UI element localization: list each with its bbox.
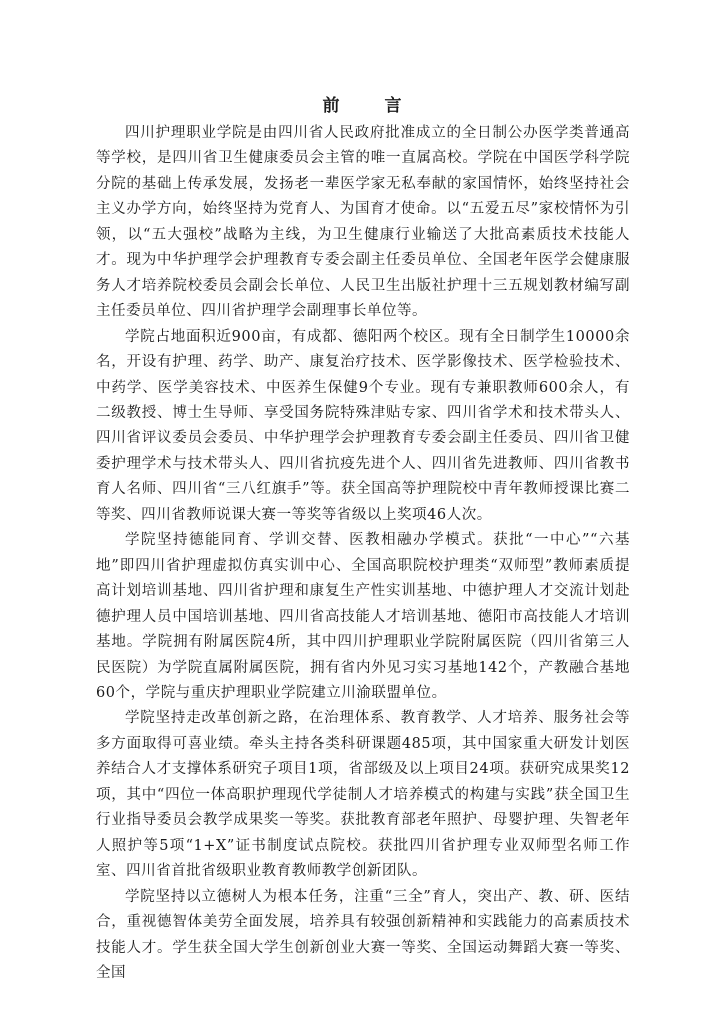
- page-title: 前 言: [322, 96, 416, 116]
- paragraph-education-goal: 学院坚持以立德树人为根本任务，注重“三全”育人，突出产、教、研、医结合，重视德智体美劳全面发展，培养具有较强创新精神和实践能力的高素质技术技能人才。学生获全国大学生创新创业大赛一等奖、全国运动舞蹈大赛一等奖、全国: [96, 888, 630, 981]
- paragraph-training-bases: 学院坚持德能同育、学训交替、医教相融办学模式。获批“一中心”“六基地”即四川省护理虚拟仿真实训中心、全国高职院校护理类“双师型”教师素质提高计划培训基地、四川省护理和康复生产性实训基地、中德护理人才交流计划赴德护理人员中国培训基地、四川省高技能人才培训基地、德阳市高技能人才培训基地。学院拥有附属医院4所，其中四川护理职业学院附属医院（四川省第三人民医院）为学院直属附属医院，拥有省内外见习实习基地142个，产教融合基地60个，学院与重庆护理职业学院建立川渝联盟单位。: [96, 532, 630, 701]
- paragraph-campus-faculty: 学院占地面积近900亩，有成都、德阳两个校区。现有全日制学生10000余名，开设有护理、药学、助产、康复治疗技术、医学影像技术、医学检验技术、中药学、医学美容技术、中医养生保健9个专业。现有专兼职教师600余人，有二级教授、博士生导师、享受国务院特殊津贴专家、四川省学术和技术带头人、四川省评议委员会委员、中华护理学会护理教育专委会副主任委员、四川省卫健委护理学术与技术带头人、四川省抗疫先进个人、四川省先进教师、四川省教书育人名师、四川省“三八红旗手”等。获全国高等护理院校中青年教师授课比赛二等奖、四川省教师说课大赛一等奖等省级以上奖项46人次。: [96, 328, 630, 523]
- body-text: [96, 121, 630, 986]
- paragraph-reform-research: 学院坚持走改革创新之路，在治理体系、教育教学、人才培养、服务社会等多方面取得可喜业绩。牵头主持各类科研课题485项，其中国家重大研发计划医养结合人才支撑体系研究子项目1项，省部级及以上项目24项。获研究成果奖12项，其中“四位一体高职护理现代学徒制人才培养模式的构建与实践”获全国卫生行业指导委员会教学成果奖一等奖。获批教育部老年照护、母婴护理、失智老年人照护等5项“1+X”证书制度试点院校。获批四川省护理专业双师型名师工作室、四川省首批省级职业教育教师教学创新团队。: [96, 710, 630, 880]
- paragraph-intro: 四川护理职业学院是由四川省人民政府批准成立的全日制公办医学类普通高等学校，是四川省卫生健康委员会主管的唯一直属高校。学院在中国医学科学院分院的基础上传承发展，发扬老一辈医学家无私奉献的家国情怀，始终坚持社会主义办学方向，始终坚持为党育人、为国育才使命。以“五爱五尽”家校情怀为引领，以“五大强校”战略为主线，为卫生健康行业输送了大批高素质技术技能人才。现为中华护理学会护理教育专委会副主任委员单位、全国老年医学会健康服务人才培养院校委员会副会长单位、人民卫生出版社护理十三五规划教材编写副主任委员单位、四川省护理学会副理事长单位等。: [96, 125, 630, 320]
